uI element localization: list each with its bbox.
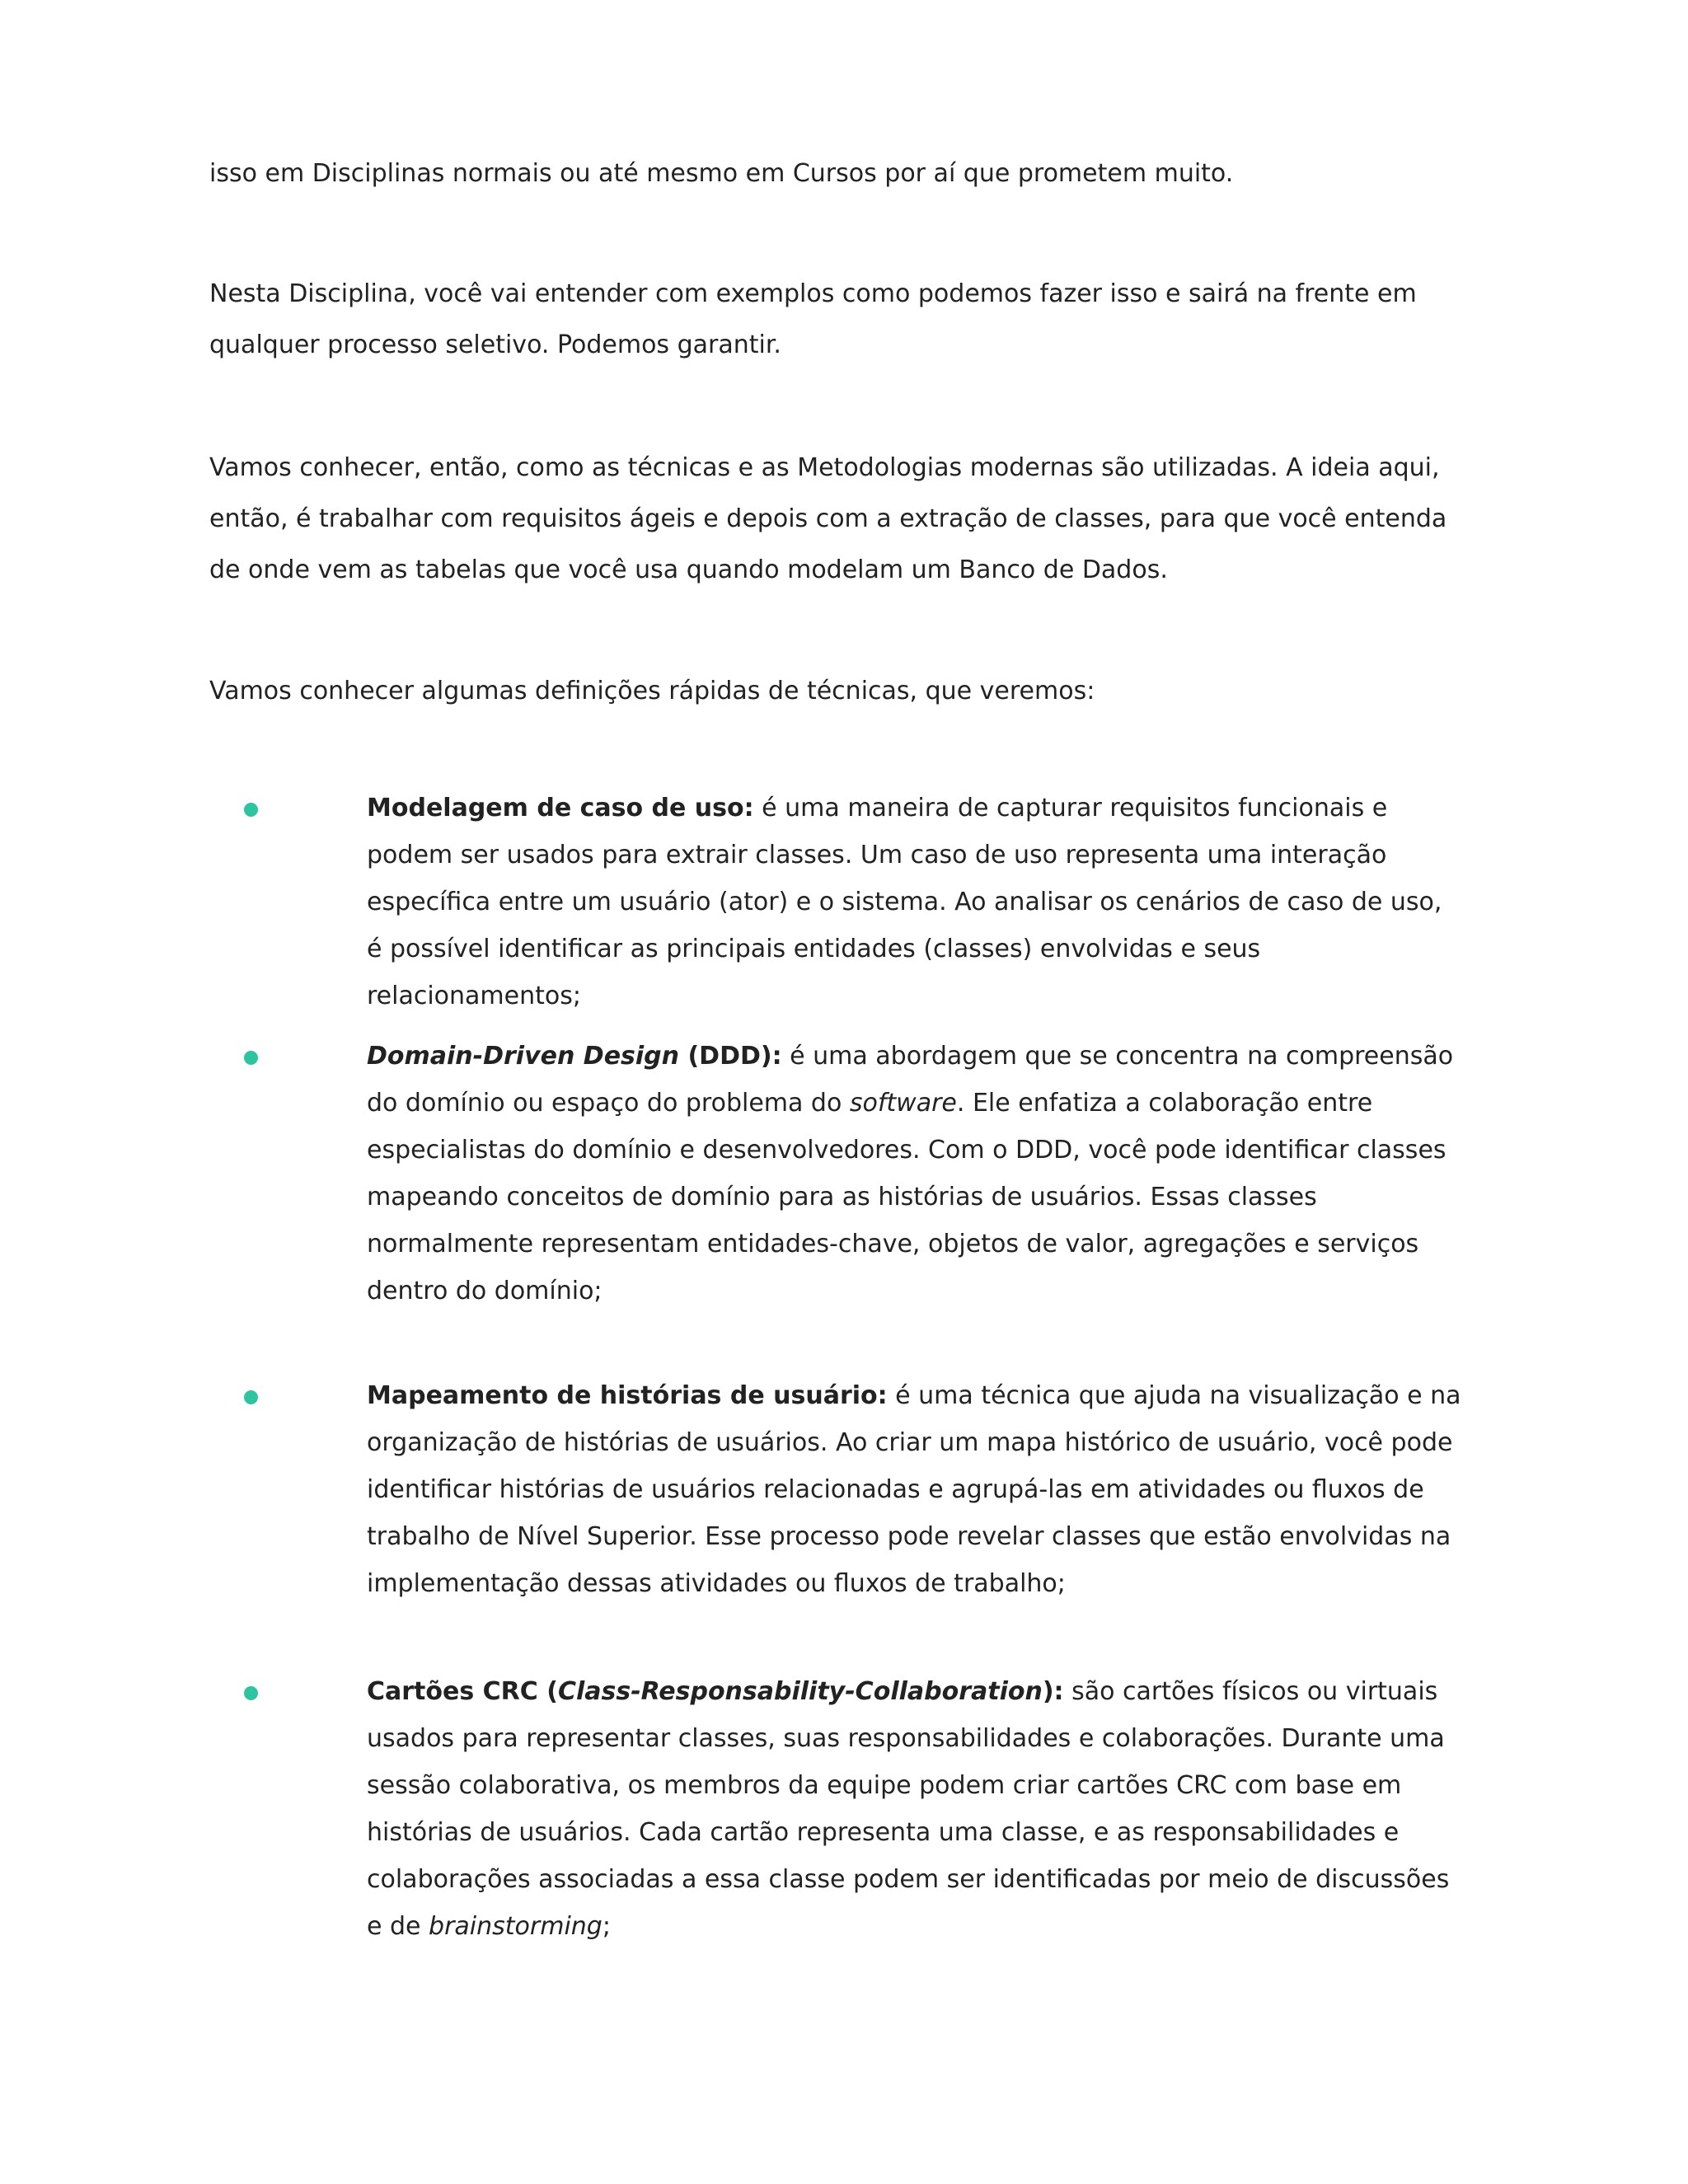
term-part-a: Cartões CRC ( xyxy=(367,1677,558,1706)
paragraph-intro-end: isso em Disciplinas normais ou até mesmo em Cursos por aí que prometem muito. xyxy=(209,159,1234,188)
term-italic: Class-Responsability-Collaboration xyxy=(557,1677,1043,1706)
term-label xyxy=(367,1677,1064,1706)
bullet-dot-icon xyxy=(244,1051,258,1065)
term-rest: (DDD): xyxy=(679,1042,782,1071)
list-item-text xyxy=(367,1668,1463,1950)
bullet-dot-icon xyxy=(244,1390,258,1404)
paragraph-discipline: Nesta Disciplina, você vai entender com exemplos como podemos fazer isso e sairá na frente em qualquer processo seletivo. Podemos garantir. xyxy=(209,279,1417,359)
paragraph-definitions-intro: Vamos conhecer algumas definições rápidas de técnicas, que veremos: xyxy=(209,677,1095,705)
bullet-dot-icon xyxy=(244,1686,258,1700)
term-description-italic: software xyxy=(849,1089,957,1118)
term-description: é uma técnica que ajuda na visualização e na organização de histórias de usuários. Ao criar um mapa histórico de usuário, você pode identificar histórias de usuários relacionadas e agrupá-las em atividades ou fluxos de trabalho de Nível Superior. Esse processo pode revelar classes que estão envolvidas na implementação dessas atividades ou fluxos de trabalho; xyxy=(367,1381,1461,1598)
term-description-a: são cartões físicos ou virtuais usados para representar classes, suas responsabilidades e colaborações. Durante uma sessão colaborativa, os membros da equipe podem criar cartões CRC com base em histórias de usuários. Cada cartão representa uma classe, e as responsabilidades e colaborações associadas a essa classe podem ser identificadas por meio de discussões e de xyxy=(367,1677,1450,1941)
bullet-dot-icon xyxy=(244,803,258,817)
term-description-a: é uma abordagem que se concentra na compreensão do domínio ou espaço do problema do xyxy=(367,1042,1454,1118)
term-label: Modelagem de caso de uso: xyxy=(367,794,754,823)
paragraph-methodologies: Vamos conhecer, então, como as técnicas e as Metodologias modernas são utilizadas. A ideia aqui, então, é trabalhar com requisitos ágeis e depois com a extração de classes, para que você entenda de onde vem as tabelas que você usa quando modelam um Banco de Dados. xyxy=(209,453,1447,584)
term-description-italic: brainstorming xyxy=(429,1912,603,1941)
list-item-text xyxy=(367,1372,1463,1607)
list-item-text xyxy=(367,1033,1463,1315)
term-label: Mapeamento de histórias de usuário: xyxy=(367,1381,888,1410)
term-description: é uma maneira de capturar requisitos funcionais e podem ser usados para extrair classes. Um caso de uso representa uma interação específica entre um usuário (ator) e o sistema. Ao analisar os cenários de caso de uso, é possível identificar as principais entidades (classes) envolvidas e seus relacionamentos; xyxy=(367,794,1442,1010)
term-label xyxy=(367,1042,782,1071)
term-part-b: ): xyxy=(1042,1677,1064,1706)
term-description-b: ; xyxy=(602,1912,611,1941)
term-description-b: . Ele enfatiza a colaboração entre especialistas do domínio e desenvolvedores. Com o DDD, você pode identificar classes mapeando conceitos de domínio para as histórias de usuários. Essas classes normalmente representam entidades-chave, objetos de valor, agregações e serviços dentro do domínio; xyxy=(367,1089,1447,1305)
term-italic: Domain-Driven Design xyxy=(367,1042,680,1071)
list-item-text xyxy=(367,785,1463,1019)
